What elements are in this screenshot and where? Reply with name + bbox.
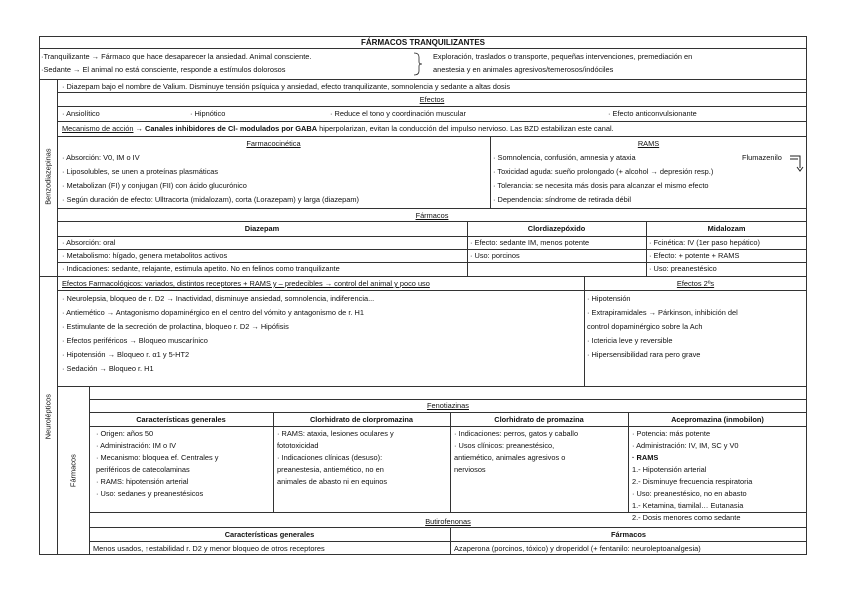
feno-c1-item: · Administración: IM o IV [96,441,177,450]
divider [57,290,807,291]
feno-c1-item: · RAMS: hipotensión arterial [96,477,189,486]
fc-item: · Según duración de efecto: Ulltracorta (midalozam), corta (Lorazepam) y larga (diazepam) [62,195,359,204]
efecto-item: · Efecto anticonvulsionante [608,109,697,118]
divider [450,412,451,512]
rams-item: · Dependencia: síndrome de retirada débil [493,195,632,204]
mecanismo-label: Mecanismo de acción [62,124,134,133]
feno-head: Clorhidrato de promazina [494,415,584,424]
feno-c1-item: · Origen: años 50 [96,429,154,438]
mecanismo-bold: → Canales inhibidores de Cl- modulados por GABA [133,124,318,133]
side-label-farmacos: Fármacos [68,454,78,488]
divider [628,412,629,512]
fenotiazinas-title: Fenotiazinas [427,401,469,410]
neuro-efecto-item: · Sedación → Bloqueo r. H1 [62,364,154,373]
efecto-item: · Hipnótico [190,109,226,118]
efectos-secundarios-title: Efectos 2ºs [676,279,715,288]
intro-uses-line1: Exploración, traslados o transporte, pequeñas intervenciones, premediación en [433,52,693,61]
butirofenonas-title: Butirofenonas [425,517,471,526]
diazepam-item: · Metabolismo: hígado, genera metabolitos activos [62,251,228,260]
efectos-farmacologicos-text: Efectos Farmacológicos: variados, distintos receptores + RAMS y – predecibles → control del animal y poco uso [62,279,430,288]
fc-item: · Absorción: V0, IM o IV [62,153,140,162]
feno-c2-item: preanestesia, antiemético, no en [277,465,384,474]
divider [89,426,807,427]
divider [57,136,807,137]
divider [57,106,807,107]
efectos-farmacologicos-head [62,279,430,288]
divider [57,249,807,250]
side-label-benzodiazepinas: Benzodiazepinas [43,148,53,205]
divider [39,48,807,49]
mecanismo-accion [62,124,614,133]
efecto-2-item: · Ictericia leve y reversible [587,336,673,345]
buti-caracteristicas: Menos usados, ↑estabilidad r. D2 y menor bloqueo de otros receptores [93,544,325,553]
divider [39,79,807,80]
col-head-diazepam: Diazepam [244,224,280,233]
flumazenilo-label: Flumazenilo [742,153,782,162]
midalozam-item: · Fcinética: IV (1er paso hepático) [649,238,760,247]
intro-tranquilizante: ·Tranquilizante → Fármaco que hace desaparecer la ansiedad. Animal consciente. [41,52,312,61]
rams-item: · Toxicidad aguda: sueño prolongado (+ alcohol → depresión resp.) [493,167,714,176]
feno-head: Características generales [136,415,226,424]
fc-item: · Liposolubles, se unen a proteínas plasmáticas [62,167,219,176]
return-arrow-icon [788,151,804,173]
divider [57,121,807,122]
clordiazepoxido-item: · Uso: porcinos [470,251,520,260]
feno-c2-item: · RAMS: ataxia, lesiones oculares y [277,429,394,438]
divider [57,221,807,222]
divider [57,262,807,263]
buti-farmacos: Azaperona (porcinos, tóxico) y droperidol (+ fentanilo: neuroleptoanalgesia) [454,544,701,553]
intro-uses-line2: anestesia y en animales agresivos/temerosos/indóciles [433,65,614,74]
feno-c4-item: · Administración: IV, IM, SC y V0 [632,441,739,450]
col-head-clordiazepoxido: Clordiazepóxido [527,224,586,233]
divider [89,399,807,400]
efecto-2-item: control dopaminérgico sobre la Ach [587,322,703,331]
feno-c4-item: 2.- Dosis menores como sedante [632,513,741,522]
feno-c4-item: 1.- Ketamina, tiamilal… Eutanasia [632,501,744,510]
efecto-item: · Ansiolítico [62,109,100,118]
col-head-midalozam: Midalozam [707,224,746,233]
feno-c1-item: · Uso: sedanes y preanestésicos [96,489,204,498]
divider [57,79,58,555]
feno-c2-item: fototoxicidad [277,441,319,450]
divider [584,276,585,386]
feno-c2-item: animales de abasto ni en equinos [277,477,388,486]
feno-c4-item: · RAMS [632,453,659,462]
efecto-item: · Reduce el tono y coordinación muscular [330,109,466,118]
divider [57,208,807,209]
side-label-neurolepticos: Neurolépticos [43,394,53,440]
feno-c4-item: 1.- Hipotensión arterial [632,465,707,474]
neuro-efecto-item: · Antiemético → Antagonismo dopaminérgico en el centro del vómito y antagonismo de r. H1 [62,308,364,317]
diazepam-item: · Indicaciones: sedante, relajante, estimula apetito. No en felinos como tranquilizante [62,264,340,273]
feno-c3-item: · Indicaciones: perros, gatos y caballo [454,429,579,438]
divider [57,92,807,93]
efecto-2-item: · Extrapiramidales → Párkinson, inhibición del [587,308,738,317]
divider [57,386,807,387]
neuro-efecto-item: · Efectos periféricos → Bloqueo muscarínico [62,336,208,345]
brace-icon [412,52,424,76]
divider [89,541,807,542]
feno-c4-item: 2.- Disminuye frecuencia respiratoria [632,477,753,486]
farmacocinetica-title: Farmacocinética [246,139,301,148]
intro-sedante: ·Sedante → El animal no está consciente, responde a estímulos dolorosos [41,65,286,74]
efecto-2-item: · Hipersensibilidad rara pero grave [587,350,701,359]
efecto-2-item: · Hipotensión [587,294,631,303]
feno-c4-item: · Uso: preanestésico, no en abasto [632,489,747,498]
buti-head: Fármacos [611,530,646,539]
feno-c4-item: · Potencia: más potente [632,429,711,438]
farmacos-title: Fármacos [415,211,449,220]
page-title: FÁRMACOS TRANQUILIZANTES [361,38,485,47]
divider [273,412,274,512]
feno-c3-item: · Usos clínicos: preanestésico, [454,441,555,450]
divider [57,236,807,237]
neuro-efecto-item: · Neurolepsia, bloqueo de r. D2 → Inactividad, disminuye ansiedad, somnolencia, indiferencia... [62,294,375,303]
rams-item: · Somnolencia, confusión, amnesia y ataxia [493,153,636,162]
neuro-efecto-item: · Hipotensión → Bloqueo r. α1 y 5-HT2 [62,350,190,359]
mecanismo-rest: hiperpolarizan, evitan la conducción del impulso nervioso. Las BZD estabilizan este canal. [317,124,614,133]
fc-item: · Metabolizan (FI) y conjugan (FII) con ácido glucurónico [62,181,247,190]
divider [89,527,807,528]
rams-title: RAMS [637,139,660,148]
midalozam-item: · Uso: preanestésico [649,264,717,273]
feno-c2-item: · Indicaciones clínicas (desuso): [277,453,383,462]
feno-c1-item: · Mecanismo: bloquea ef. Centrales y [96,453,219,462]
divider [89,412,807,413]
neuro-efecto-item: · Estimulante de la secreción de prolactina, bloqueo r. D2 → Hipófisis [62,322,289,331]
rams-item: · Tolerancia: se necesita más dosis para alcanzar el mismo efecto [493,181,709,190]
feno-c1-item: periféricos de catecolaminas [96,465,190,474]
divider [39,276,807,277]
feno-c3-item: antiemético, animales agresivos o [454,453,566,462]
diazepam-item: · Absorción: oral [62,238,116,247]
feno-head: Clorhidrato de clorpromazina [309,415,414,424]
buti-head: Características generales [224,530,315,539]
diazepam-intro: · Diazepam bajo el nombre de Valium. Disminuye tensión psíquica y ansiedad, efecto tranquilizante, somnolencia y sedante a altas dosis [62,82,511,91]
feno-c3-item: nerviosos [454,465,486,474]
midalozam-item: · Efecto: + potente + RAMS [649,251,740,260]
clordiazepoxido-item: · Efecto: sedante IM, menos potente [470,238,590,247]
efectos-title: Efectos [419,95,445,104]
feno-head: Acepromazina (inmobilon) [671,415,764,424]
